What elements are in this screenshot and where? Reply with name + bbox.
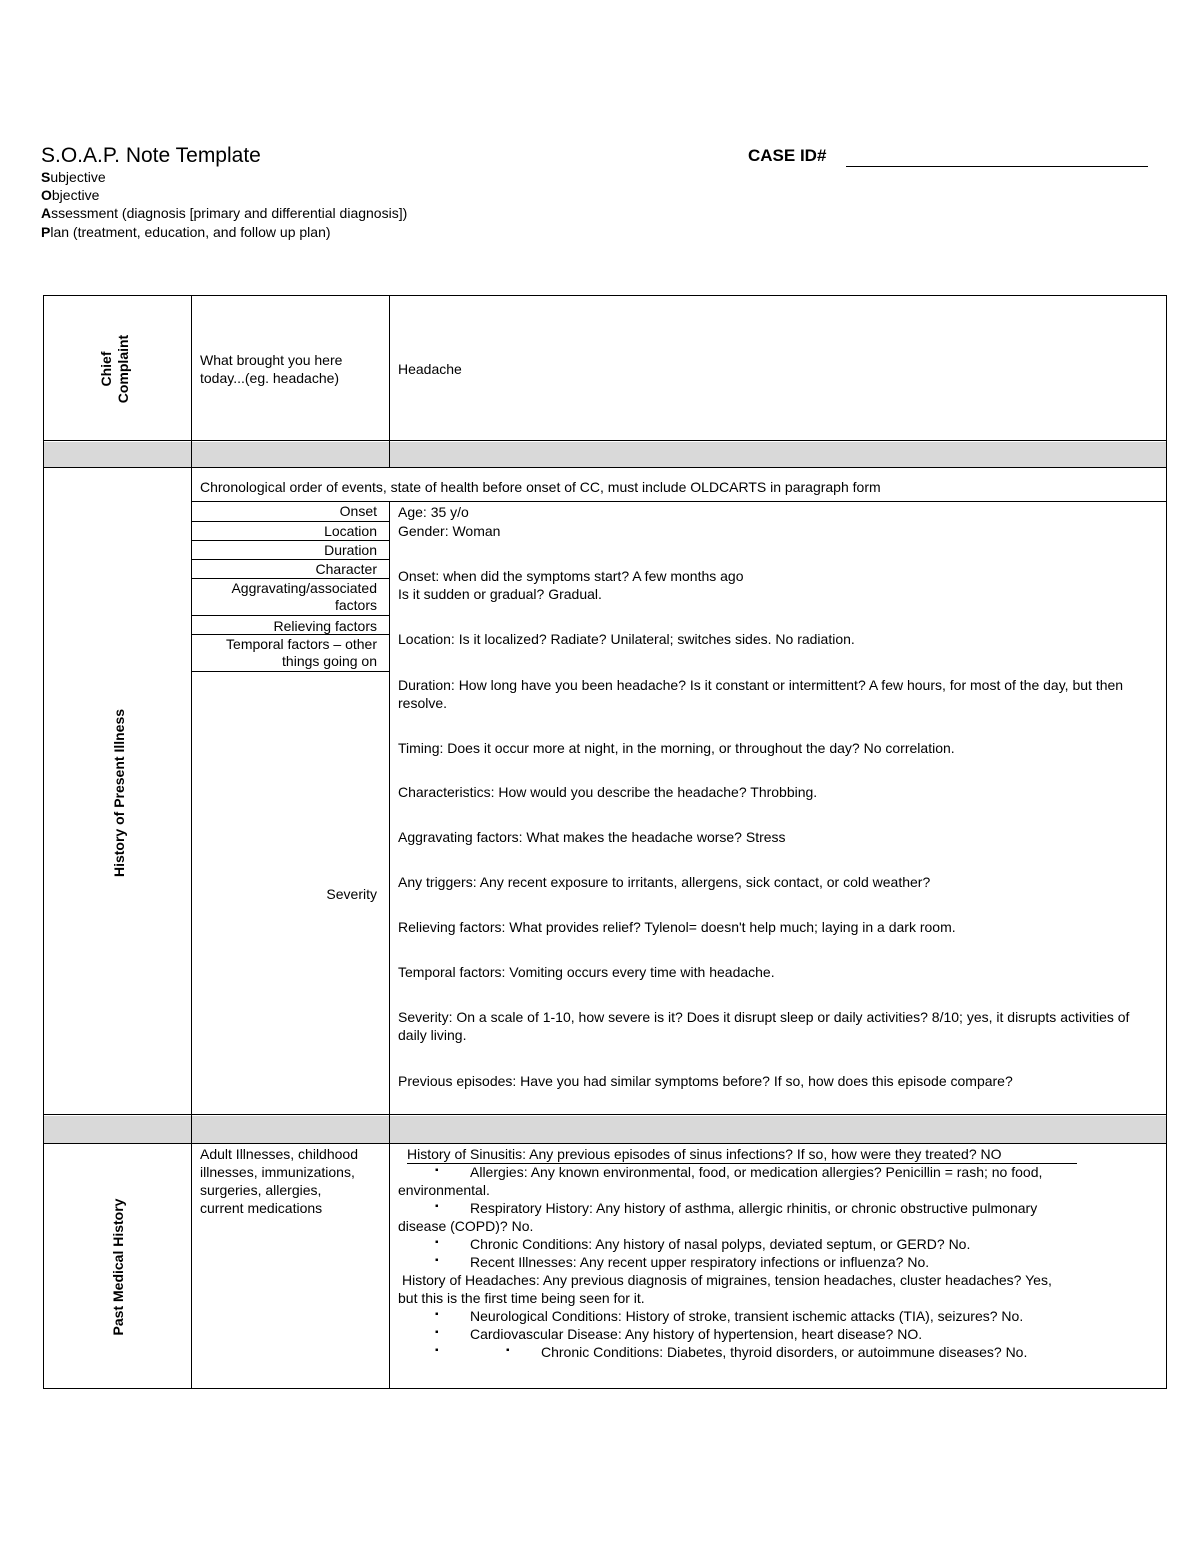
hpi-timing: Timing: Does it occur more at night, in the morning, or throughout the day? No correlation.	[398, 740, 955, 756]
pmh-neurological: Neurological Conditions: History of stroke, transient ischemic attacks (TIA), seizures? No.	[470, 1308, 1024, 1324]
hpi-label-character: Character	[315, 561, 377, 577]
pmh-chronic-systemic: Chronic Conditions: Diabetes, thyroid disorders, or autoimmune diseases? No.	[541, 1344, 1028, 1360]
bullet: ▪	[435, 1309, 439, 1320]
hpi-section-label: History of Present Illness	[111, 708, 127, 878]
pmh-respiratory-cont: disease (COPD)? No.	[398, 1218, 534, 1234]
soap-objective: Objective	[41, 187, 100, 203]
hpi-label-aggravating: Aggravating/associated factors	[231, 580, 377, 613]
page-title: S.O.A.P. Note Template	[41, 144, 261, 167]
pmh-allergies: Allergies: Any known environmental, food, or medication allergies? Penicillin = rash; no food,	[470, 1164, 1043, 1180]
hpi-label-location: Location	[324, 523, 377, 539]
hpi-sudden-gradual: Is it sudden or gradual? Gradual.	[398, 586, 602, 602]
table-border	[191, 501, 1167, 502]
hpi-label-duration: Duration	[324, 542, 377, 558]
label-divider	[191, 521, 389, 522]
pmh-sinusitis: History of Sinusitis: Any previous episodes of sinus infections? If so, how were they treated? NO	[407, 1145, 1077, 1164]
chief-complaint-answer: Headache	[398, 361, 462, 377]
soap-subjective: Subjective	[41, 169, 106, 185]
hpi-severity: Severity: On a scale of 1-10, how severe is it? Does it disrupt sleep or daily activities? 8/10; yes, it disrupts activities of daily living.	[398, 1009, 1130, 1043]
soap-plan: Plan (treatment, education, and follow up plan)	[41, 224, 331, 240]
hpi-label-relieving: Relieving factors	[273, 618, 377, 634]
pmh-recent-illnesses: Recent Illnesses: Any recent upper respiratory infections or influenza? No.	[470, 1254, 930, 1270]
table-border	[43, 295, 44, 1389]
hpi-gender: Gender: Woman	[398, 523, 501, 539]
chief-complaint-prompt: What brought you here today...(eg. headache)	[200, 352, 343, 386]
bullet: ▪	[435, 1345, 439, 1356]
hpi-instruction: Chronological order of events, state of health before onset of CC, must include OLDCARTS in paragraph form	[200, 479, 881, 495]
hpi-aggravating: Aggravating factors: What makes the headache worse? Stress	[398, 829, 786, 845]
hpi-relieving: Relieving factors: What provides relief? Tylenol= doesn't help much; laying in a dark room.	[398, 919, 956, 935]
label-divider	[191, 540, 389, 541]
hpi-location: Location: Is it localized? Radiate? Unilateral; switches sides. No radiation.	[398, 631, 855, 647]
hpi-previous-episodes: Previous episodes: Have you had similar symptoms before? If so, how does this episode compare?	[398, 1073, 1013, 1089]
label-divider	[191, 559, 389, 560]
pmh-cardiovascular: Cardiovascular Disease: Any history of hypertension, heart disease? NO.	[470, 1326, 923, 1342]
table-border	[389, 501, 390, 1389]
table-border	[43, 295, 1167, 296]
pmh-headaches: History of Headaches: Any previous diagnosis of migraines, tension headaches, cluster headaches? Yes,	[402, 1272, 1052, 1288]
hpi-label-onset: Onset	[339, 503, 377, 519]
bullet: ▪	[435, 1327, 439, 1338]
bullet: ▪	[435, 1255, 439, 1266]
pmh-headaches-cont: but this is the first time being seen for it.	[398, 1290, 645, 1306]
hpi-label-severity: Severity	[326, 886, 377, 902]
pmh-section-label: Past Medical History	[110, 1198, 126, 1336]
table-border	[43, 467, 1167, 468]
hpi-duration: Duration: How long have you been headache? Is it constant or intermittent? A few hours, for most of the day, but then resolve.	[398, 677, 1124, 711]
table-border	[389, 295, 390, 468]
table-border	[1166, 295, 1167, 1389]
label-divider	[191, 578, 389, 579]
hpi-label-temporal: Temporal factors – other things going on	[226, 636, 377, 669]
label-divider	[191, 671, 389, 672]
hpi-triggers: Any triggers: Any recent exposure to irritants, allergens, sick contact, or cold weather?	[398, 874, 931, 890]
case-id-label: CASE ID#	[748, 146, 827, 165]
case-id-field[interactable]	[846, 166, 1148, 167]
table-border	[43, 1388, 1167, 1389]
hpi-age: Age: 35 y/o	[398, 504, 469, 520]
spacer-row-1	[44, 442, 1166, 467]
bullet: ▪	[435, 1165, 439, 1176]
chief-complaint-section-label: Chief Complaint	[98, 334, 131, 404]
label-divider	[191, 615, 389, 616]
pmh-respiratory: Respiratory History: Any history of asthma, allergic rhinitis, or chronic obstructive pulmonary	[470, 1200, 1038, 1216]
hpi-onset: Onset: when did the symptoms start? A few months ago	[398, 568, 744, 584]
soap-assessment: Assessment (diagnosis [primary and differential diagnosis])	[41, 205, 408, 221]
bullet: ▪	[435, 1237, 439, 1248]
pmh-chronic-nasal: Chronic Conditions: Any history of nasal polyps, deviated septum, or GERD? No.	[470, 1236, 971, 1252]
pmh-prompt: Adult Illnesses, childhood illnesses, immunizations, surgeries, allergies, current medications	[200, 1146, 358, 1216]
hpi-temporal: Temporal factors: Vomiting occurs every time with headache.	[398, 964, 775, 980]
bullet: ▪	[435, 1201, 439, 1212]
bullet: ▪	[506, 1345, 510, 1356]
table-border	[43, 440, 1167, 441]
table-border	[43, 1114, 1167, 1115]
table-border	[191, 295, 192, 1389]
hpi-characteristics: Characteristics: How would you describe the headache? Throbbing.	[398, 784, 818, 800]
spacer-row-2	[44, 1116, 1166, 1143]
pmh-allergies-cont: environmental.	[398, 1182, 490, 1198]
table-border	[43, 1143, 1167, 1144]
